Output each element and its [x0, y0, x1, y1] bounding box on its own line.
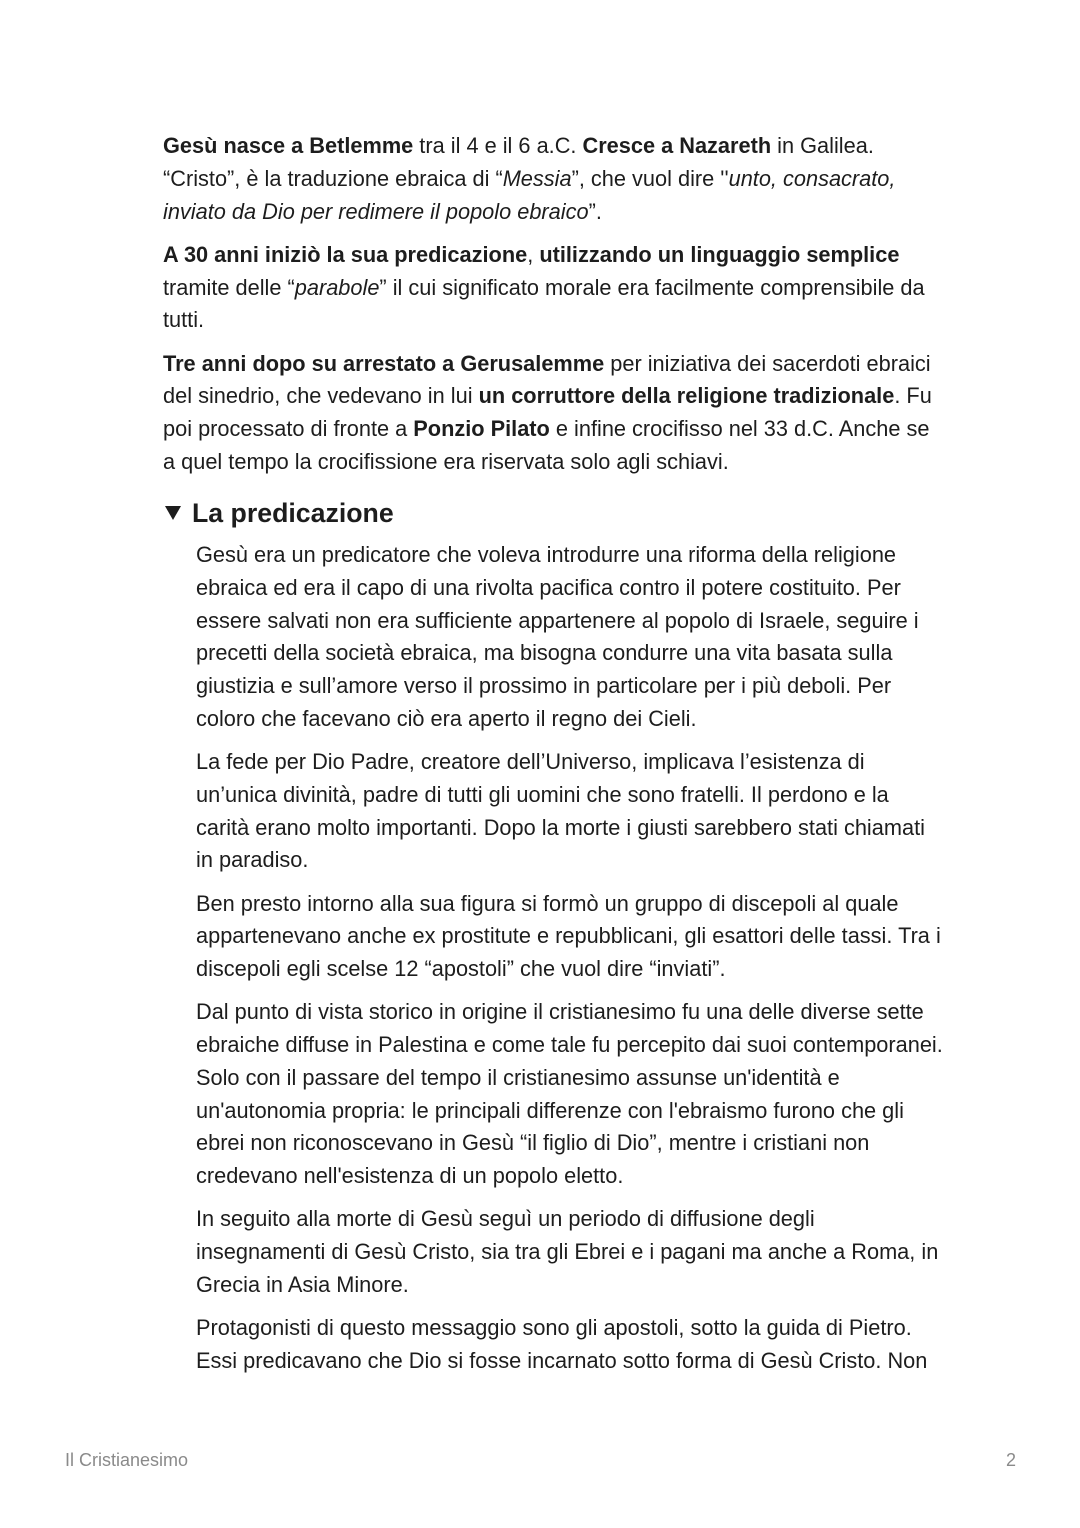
- italic-text-run: parabole: [294, 274, 380, 300]
- toggle-paragraph: Protagonisti di questo messaggio sono gli apostoli, sotto la guida di Pietro. Essi predicavano che Dio si fosse incarnato sotto forma di Gesù Cristo. Non: [196, 1315, 928, 1373]
- regular-text-run: tramite delle “: [163, 274, 295, 300]
- intro-paragraph-arrest: [163, 348, 1043, 479]
- regular-text-run: ,: [527, 241, 540, 267]
- regular-text-run: tra il 4 e il 6 a.C.: [413, 133, 583, 158]
- triangle-down-icon: [165, 506, 181, 520]
- italic-text-run: unto, consacrato, inviato da Dio per redimere il popolo ebraico: [163, 165, 896, 224]
- toggle-paragraph: Ben presto intorno alla sua figura si formò un gruppo di discepoli al quale appartenevano anche ex prostitute e repubblicani, gli esattori delle tassi. Tra i discepoli egli scelse 12 “apostoli” che vuol dire “inviati”.: [196, 890, 941, 982]
- page-content: [163, 130, 1043, 1388]
- toggle-paragraph: Gesù era un predicatore che voleva introdurre una riforma della religione ebraica ed era il capo di una rivolta pacifica contro il potere costituito. Per essere salvati non era sufficiente appartenere al popolo di Israele, seguire i precetti della società ebraica, ma bisogna condurre una vita basata sulla giustizia e sull’amore verso il prossimo in particolare per i più deboli. Per coloro che facevano ciò era aperto il regno dei Cieli.: [196, 542, 919, 731]
- toggle-body: [196, 539, 1043, 1378]
- regular-text-run: ”.: [588, 198, 602, 224]
- bold-text-run: Gesù nasce a Betlemme: [163, 133, 414, 158]
- regular-text-run: e infine crocifisso nel 33 d.C. Anche se a quel tempo la crocifissione era riservata solo agli schiavi.: [163, 416, 930, 474]
- toggle-heading: [163, 495, 1043, 531]
- regular-text-run: ” il cui significato morale era facilmente comprensibile da tutti.: [163, 274, 925, 333]
- bold-text-run: utilizzando un linguaggio semplice: [539, 241, 900, 267]
- regular-text-run: ”, che vuol dire '': [571, 165, 729, 191]
- italic-text-run: Messia: [502, 165, 572, 191]
- regular-text-run: per iniziativa dei sacerdoti ebraici del sinedrio, che vedevano in lui: [163, 350, 931, 409]
- bold-text-run: Cresce a Nazareth: [582, 133, 772, 158]
- bold-text-run: A 30 anni iniziò la sua predicazione: [163, 241, 528, 267]
- intro-paragraph-birth: [163, 130, 1043, 228]
- footer-document-title: Il Cristianesimo: [65, 1450, 189, 1470]
- regular-text-run: in Galilea. “Cristo”, è la traduzione ebraica di “: [163, 133, 874, 191]
- toggle-paragraph: Dal punto di vista storico in origine il cristianesimo fu una delle diverse sette ebraiche diffuse in Palestina e come tale fu percepito dai suoi contemporanei. Solo con il passare del tempo il cristianesimo assunse un'identità e un'autonomia propria: le principali differenze con l'ebraismo furono che gli ebrei non riconoscevano in Gesù “il figlio di Dio”, mentre i cristiani non credevano nell'esistenza di un popolo eletto.: [196, 999, 943, 1189]
- toggle-title: La predicazione: [192, 497, 394, 528]
- regular-text-run: . Fu poi processato di fronte a: [163, 383, 932, 441]
- footer-page-number: 2: [1005, 1450, 1016, 1470]
- toggle-paragraph: In seguito alla morte di Gesù seguì un periodo di diffusione degli insegnamenti di Gesù Cristo, sia tra gli Ebrei e i pagani ma anche a Roma, in Grecia in Asia Minore.: [196, 1206, 939, 1297]
- intro-paragraph-preaching: [163, 239, 1043, 337]
- bold-text-run: un corruttore della religione tradizionale: [478, 383, 895, 409]
- bold-text-run: Tre anni dopo su arrestato a Gerusalemme: [163, 350, 605, 376]
- toggle-block: [163, 495, 1043, 1378]
- toggle-paragraph: La fede per Dio Padre, creatore dell’Universo, implicava l’esistenza di un’unica divinità, padre di tutti gli uomini che sono fratelli. Il perdono e la carità erano molto importanti. Dopo la morte i giusti sarebbero stati chiamati in paradiso.: [196, 749, 925, 873]
- bold-text-run: Ponzio Pilato: [413, 416, 550, 441]
